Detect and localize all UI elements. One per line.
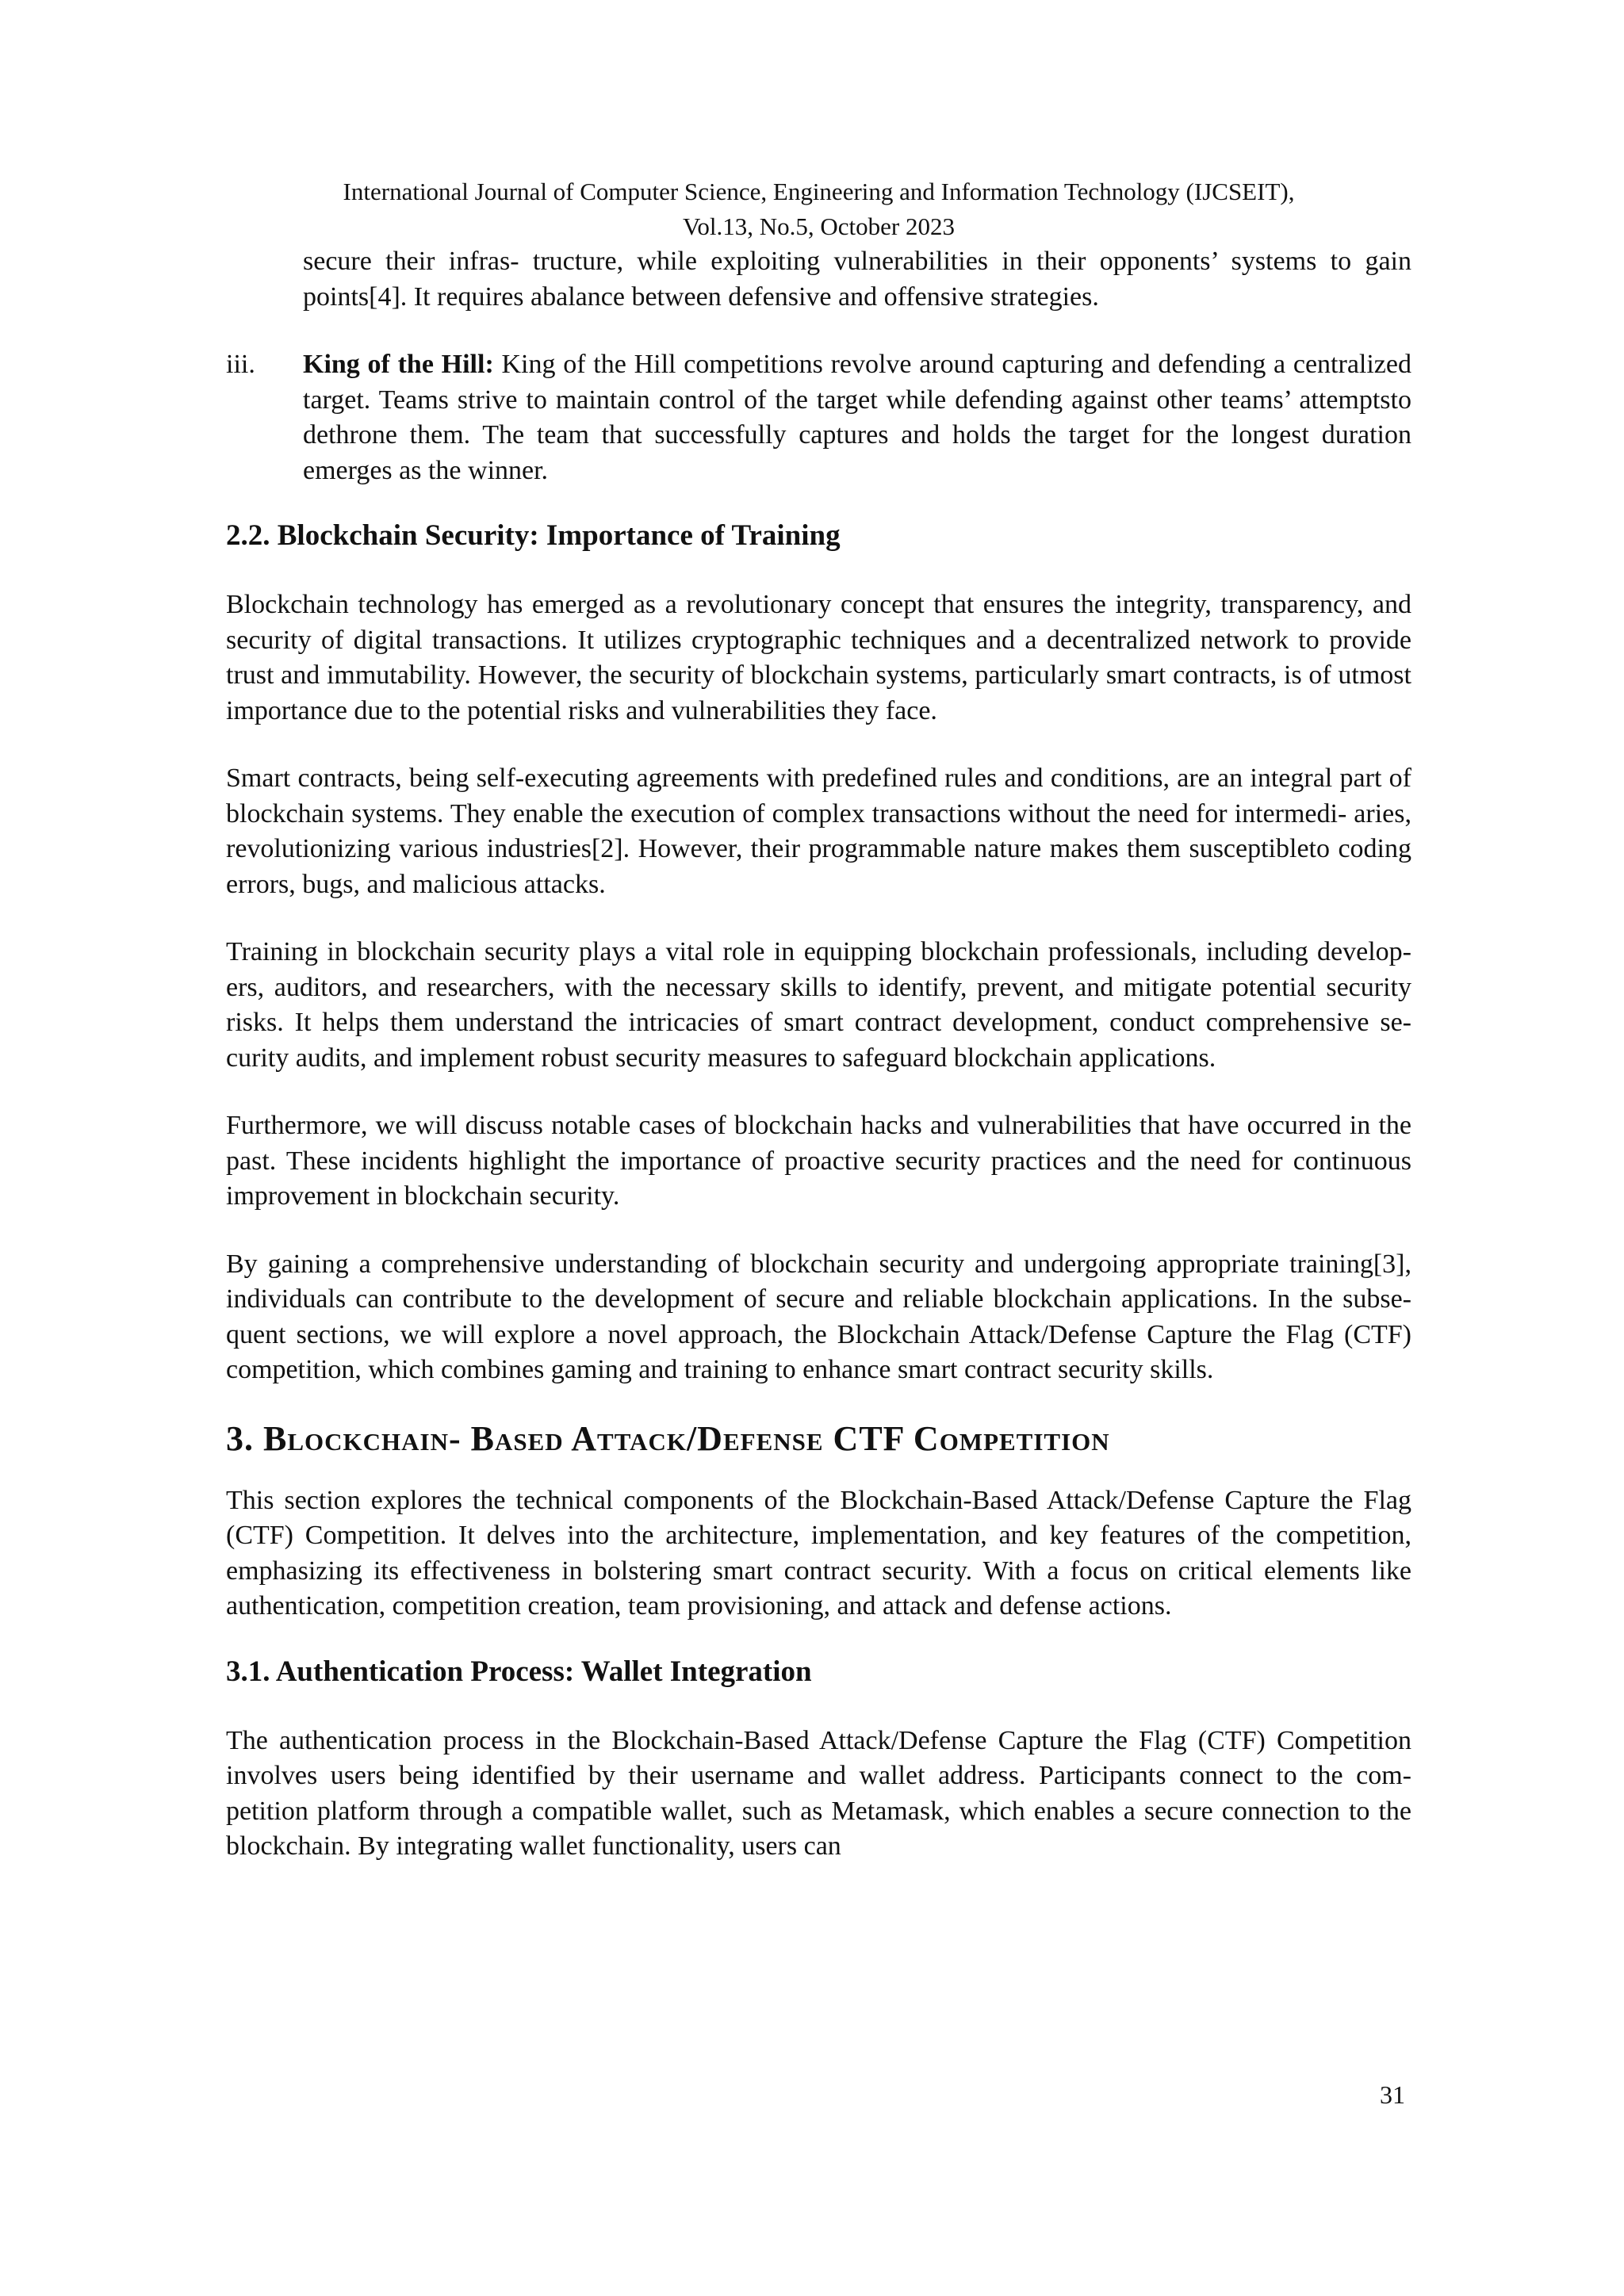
section-2-2-heading: 2.2. Blockchain Security: Importance of Training <box>226 519 841 552</box>
page-content <box>226 174 1411 1865</box>
section-2-2-paragraph-2: Smart contracts, being self-executing agreements with predefined rules and conditions, are an integral part of blockchain systems. They enable the execution of complex transactions without the need for intermedi- aries, revolutionizing various industries[2]. However, their programmable nature makes them susceptibleto coding errors, bugs, and malicious attacks. <box>226 763 1411 899</box>
list-item-king-of-the-hill <box>226 347 1411 488</box>
list-item-marker: iii. <box>226 350 255 379</box>
section-2-2-paragraph-4: Furthermore, we will discuss notable cases of blockchain hacks and vulnerabilities that have occurred in the past. These incidents highlight the importance of proactive security practices and the need for continuous improvement in blockchain security. <box>226 1111 1411 1211</box>
section-2-2-paragraph-3: Training in blockchain security plays a vital role in equipping blockchain professionals, including develop- ers, auditors, and researchers, with the necessary skills to identify, prevent, and mitigate potential security risks. It helps them understand the intricacies of smart contract development, conduct comprehensive se- curity audits, and implement robust security measures to safeguard blockchain applications. <box>226 937 1411 1073</box>
list-item-term: King of the Hill: <box>303 350 494 379</box>
section-2-2-paragraph-1: Blockchain technology has emerged as a revolutionary concept that ensures the integrity, transparency, and security of digital transactions. It utilizes cryptographic techniques and a decentralized network to provide trust and immutability. However, the security of blockchain systems, particularly smart contracts, is of utmost importance due to the potential risks and vulnerabilities they face. <box>226 590 1411 725</box>
page-number: 31 <box>1380 2080 1405 2109</box>
section-3-1-paragraph: The authentication process in the Blockchain-Based Attack/Defense Capture the Flag (CTF) Competition involves users being identified by their username and wallet address. Participants connect to the com- petition platform through a compatible wallet, such as Metamask, which enables a secure connection to the blockchain. By integrating wallet functionality, users can <box>226 1725 1411 1861</box>
journal-header <box>226 174 1411 244</box>
section-3-1-heading: 3.1. Authentication Process: Wallet Integration <box>226 1655 812 1688</box>
section-3-paragraph: This section explores the technical components of the Blockchain-Based Attack/Defense Capture the Flag (CTF) Competition. It delves into the architecture, implementation, and key features of the competition, emphasizing its effectiveness in bolstering smart contract security. With a focus on critical elements like authentication, competition creation, team provisioning, and attack and defense actions. <box>226 1485 1411 1621</box>
journal-header-title: International Journal of Computer Science, Engineering and Information Technology (IJCSEIT), <box>343 178 1295 205</box>
continued-list-item-text: secure their infras- tructure, while exploiting vulnerabilities in their opponents’ systems to gain points[4]. It requires abalance between defensive and offensive strategies. <box>303 247 1411 312</box>
list-item-text: King of the Hill competitions revolve around capturing and defending a centralized target. Teams strive to maintain control of the target while defending against other teams’ attemptsto dethrone them. The team that successfully captures and holds the target for the longest duration emerges as the winner. <box>303 350 1411 485</box>
section-2-2-paragraph-5: By gaining a comprehensive understanding of blockchain security and undergoing appropriate training[3], individuals can contribute to the development of secure and reliable blockchain applications. In the subse- quent sections, we will explore a novel approach, the Blockchain Attack/Defense Capture the Flag (CTF) competition, which combines gaming and training to enhance smart contract security skills. <box>226 1249 1411 1384</box>
journal-header-volume: Vol.13, No.5, October 2023 <box>683 212 955 240</box>
section-3-heading: 3. Blockchain- Based Attack/Defense CTF Competition <box>226 1418 1110 1458</box>
list-item-body <box>303 347 1411 488</box>
